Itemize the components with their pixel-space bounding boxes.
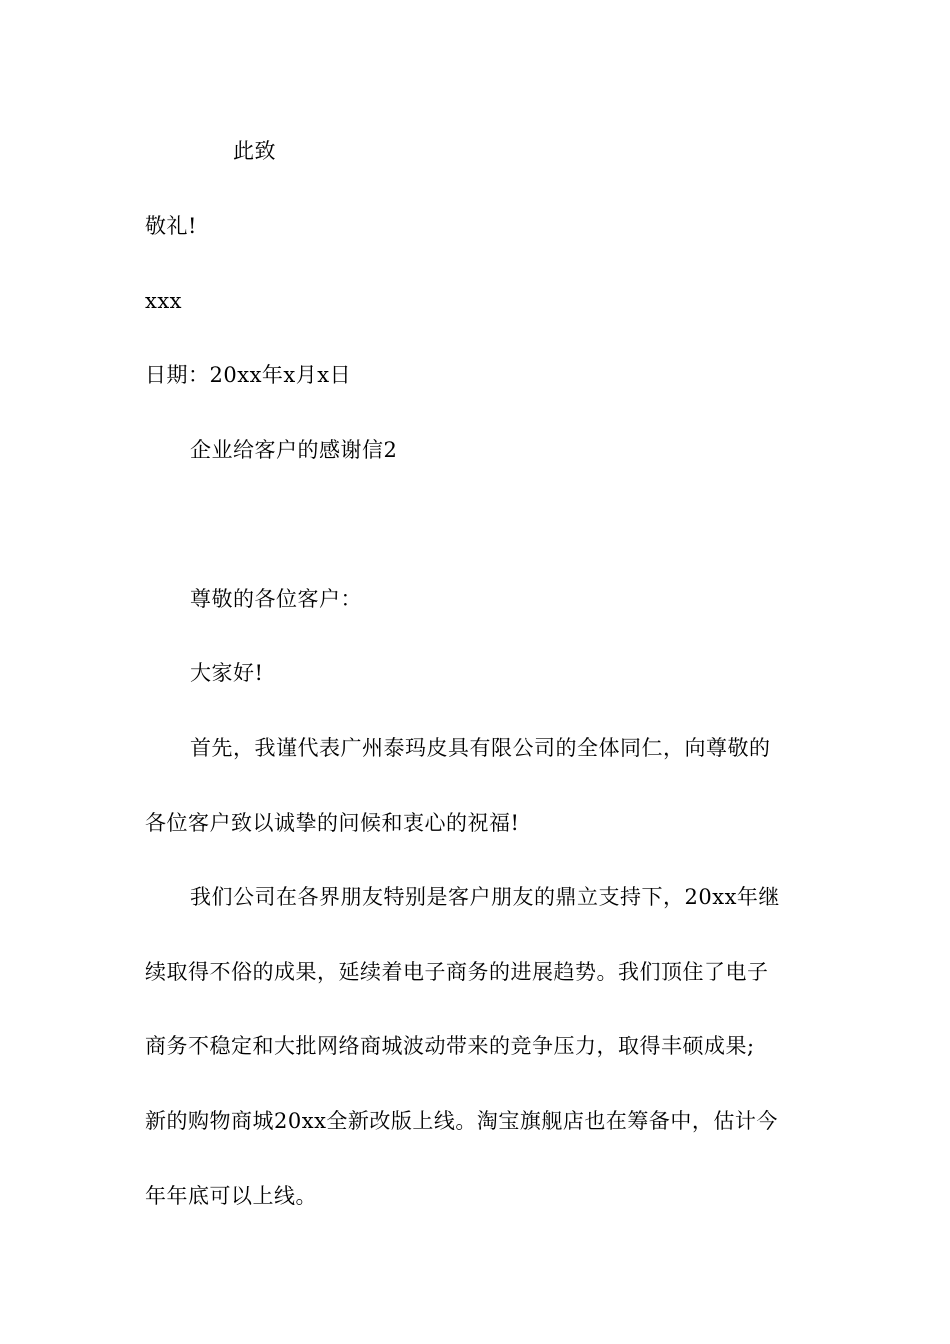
signature: xxx (145, 289, 183, 313)
paragraph2-line1: 我们公司在各界朋友特别是客户朋友的鼎立支持下，20xx年继 (190, 885, 780, 909)
paragraph2-line2: 续取得不俗的成果，延续着电子商务的进展趋势。我们顶住了电子 (145, 960, 769, 984)
closing-jing-li: 敬礼! (145, 214, 197, 238)
closing-ci-zhi: 此致 (233, 139, 276, 163)
paragraph1-line2: 各位客户致以诚挚的问候和衷心的祝福! (145, 811, 520, 835)
salutation: 尊敬的各位客户： (190, 587, 362, 611)
letter-date: 日期：20xx年x月x日 (145, 363, 352, 387)
paragraph2-line5: 年年底可以上线。 (145, 1184, 317, 1208)
paragraph2-line3: 商务不稳定和大批网络商城波动带来的竞争压力，取得丰硕成果; (145, 1034, 755, 1058)
letter-title: 企业给客户的感谢信2 (190, 438, 398, 462)
greeting: 大家好! (190, 661, 264, 685)
paragraph1-line1: 首先，我谨代表广州泰玛皮具有限公司的全体同仁，向尊敬的 (190, 736, 771, 760)
paragraph2-line4: 新的购物商城20xx全新改版上线。淘宝旗舰店也在筹备中，估计今 (145, 1109, 778, 1133)
